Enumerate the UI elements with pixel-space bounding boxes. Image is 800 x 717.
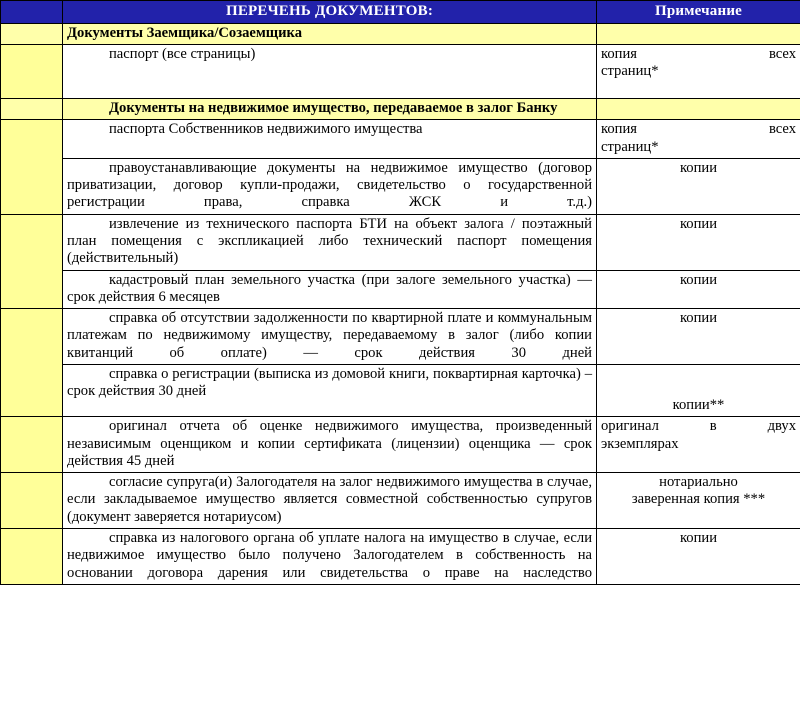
note-cell — [597, 158, 800, 214]
table-row — [1, 158, 800, 214]
document-item-no-debt — [63, 309, 597, 365]
document-item-registration — [63, 364, 597, 416]
section-row-collateral — [1, 99, 800, 120]
note-cell — [597, 214, 800, 270]
note-line: оригинал в двух — [601, 418, 796, 435]
table-row — [1, 270, 800, 309]
document-item-text: кадастровый план земельного участка (при залоге земельного участка) — срок действия 6 месяцев — [67, 271, 592, 305]
marker-cell — [1, 23, 63, 44]
document-item-text: паспорта Собственников недвижимого имущества — [109, 121, 423, 138]
document-item-text: правоустанавливающие документы на недвижимое имущество (договор приватизации, договор купли-продажи, свидетельство о государственной регистрации права, справка ЖСК и т.д.) — [67, 159, 592, 211]
document-item-text: паспорт (все страницы) — [109, 46, 256, 63]
note-line: заверенная копия *** — [631, 491, 766, 508]
document-item-spouse-consent — [63, 473, 597, 529]
note-line: копии** — [672, 396, 725, 413]
table-row — [1, 417, 800, 473]
document-item-text: оригинал отчета об оценке недвижимого имущества, произведенный независимым оценщиком и копии сертификата (лицензии) оценщика — срок действия 45 дней — [67, 418, 592, 469]
table-row — [1, 120, 800, 159]
document-item-appraisal — [63, 417, 597, 473]
marker-cell — [1, 473, 63, 529]
marker-cell — [1, 417, 63, 473]
section-note-collateral — [597, 99, 800, 120]
note-line: нотариально — [659, 474, 738, 491]
section-note-borrower — [597, 23, 800, 44]
marker-cell — [1, 120, 63, 214]
header-cell-note: Примечание — [597, 1, 800, 24]
table-row — [1, 528, 800, 584]
note-cell — [597, 120, 800, 159]
table-row — [1, 309, 800, 365]
table-row — [1, 45, 800, 99]
section-title-collateral — [63, 99, 597, 120]
note-cell — [597, 270, 800, 309]
document-item-tax-certificate — [63, 528, 597, 584]
document-item-passport — [63, 45, 597, 99]
note-line: страниц* — [601, 63, 659, 80]
note-line: копии — [679, 215, 718, 232]
document-item-text: согласие супруга(и) Залогодателя на залог недвижимого имущества в случае, если закладываемое имущество является совместной собственностью супругов (документ заверяется нотариусом) — [67, 474, 592, 525]
note-cell — [597, 528, 800, 584]
note-line: копии — [679, 159, 718, 176]
marker-cell — [1, 309, 63, 417]
table-row — [1, 473, 800, 529]
note-line: экземплярах — [601, 435, 679, 452]
table-row — [1, 364, 800, 416]
document-item-text: справка об отсутствии задолженности по квартирной плате и коммунальным платежам по недвижимому имуществу, передаваемому в залог (либо копии квитанций об оплате) — срок действия 30 дней — [67, 310, 592, 361]
document-item-owner-passports — [63, 120, 597, 159]
section-title-borrower: Документы Заемщика/Созаемщика — [63, 23, 597, 44]
note-line: копии — [679, 310, 718, 327]
note-cell — [597, 473, 800, 529]
document-item-text: извлечение из технического паспорта БТИ на объект залога / поэтажный план помещения с экспликацией либо технический паспорт помещения (действительный) — [67, 215, 592, 267]
section-row-borrower — [1, 23, 800, 44]
header-cell-marker — [1, 1, 63, 24]
table-row — [1, 214, 800, 270]
note-line: копия всех — [601, 121, 796, 138]
header-cell-documents: ПЕРЕЧЕНЬ ДОКУМЕНТОВ: — [63, 1, 597, 24]
note-cell — [597, 309, 800, 365]
section-title-text: Документы на недвижимое имущество, передаваемое в залог Банку — [109, 100, 558, 117]
note-line: копия всех — [601, 46, 796, 63]
document-item-text: справка о регистрации (выписка из домовой книги, поквартирная карточка) – срок действия 30 дней — [67, 365, 592, 400]
marker-cell — [1, 214, 63, 308]
marker-cell — [1, 99, 63, 120]
document-item-text: справка из налогового органа об уплате налога на имущество в случае, если недвижимое имущество было получено Залогодателем в собственность на основании договора дарения или свидетельства о праве на наследство — [67, 529, 592, 581]
document-item-title-docs — [63, 158, 597, 214]
note-line: копии — [679, 271, 718, 288]
marker-cell — [1, 528, 63, 584]
note-cell — [597, 45, 800, 99]
table-header-row — [1, 1, 800, 24]
note-line: страниц* — [601, 138, 659, 155]
marker-cell — [1, 45, 63, 99]
document-item-bti — [63, 214, 597, 270]
note-line: копии — [679, 529, 718, 546]
document-item-cadastral — [63, 270, 597, 309]
note-cell — [597, 364, 800, 416]
note-cell — [597, 417, 800, 473]
